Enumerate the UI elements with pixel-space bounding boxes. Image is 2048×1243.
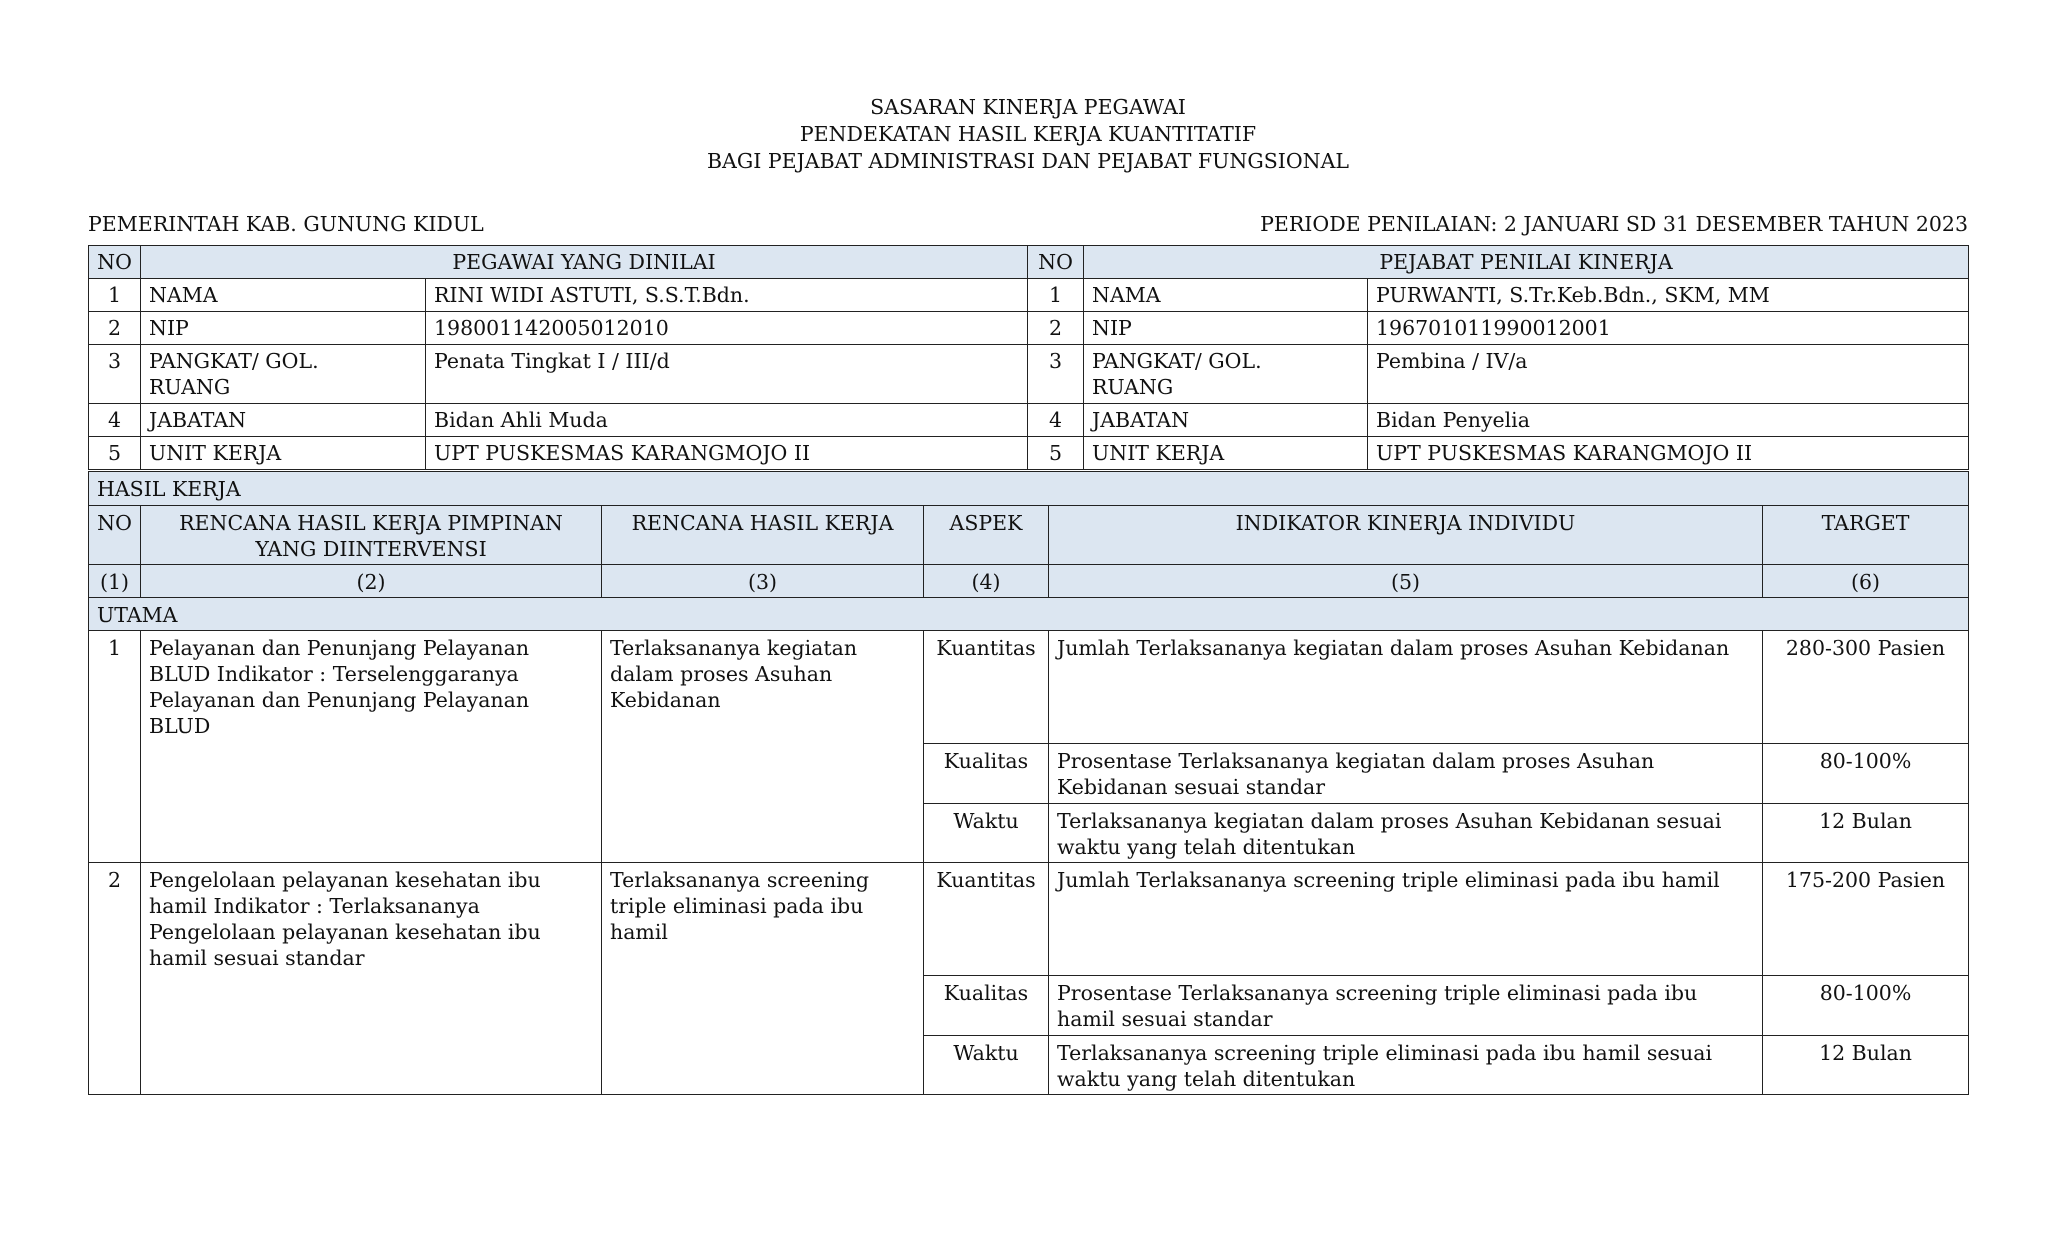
target-cell: 80-100% [1763, 976, 1969, 1036]
document-title [88, 94, 1968, 175]
penilai-value: Bidan Penyelia [1368, 404, 1969, 437]
penilai-value: PURWANTI, S.Tr.Keb.Bdn., SKM, MM [1368, 279, 1969, 312]
instansi-label: PEMERINTAH KAB. GUNUNG KIDUL [88, 212, 484, 236]
column-number-row [89, 565, 1969, 598]
target-cell: 280-300 Pasien [1763, 631, 1969, 744]
header-info-row [88, 212, 1968, 238]
table-row [89, 631, 1969, 744]
indikator-cell: Prosentase Terlaksananya kegiatan dalam proses Asuhan Kebidanan sesuai standar [1049, 744, 1763, 804]
pegawai-value: Bidan Ahli Muda [426, 404, 1028, 437]
col-number: (1) [89, 565, 141, 598]
aspek-cell: Kuantitas [924, 631, 1049, 744]
aspek-cell: Kuantitas [924, 863, 1049, 976]
aspek-cell: Waktu [924, 1036, 1049, 1095]
rhk-cell: Terlaksananya kegiatan dalam proses Asuhan Kebidanan [602, 631, 924, 863]
hasil-kerja-label: HASIL KERJA [89, 472, 1969, 506]
col-number: (2) [141, 565, 602, 598]
rhk-cell: Terlaksananya screening triple eliminasi pada ibu hamil [602, 863, 924, 1095]
target-cell: 175-200 Pasien [1763, 863, 1969, 976]
field-label: NIP [141, 312, 426, 345]
aspek-cell: Kualitas [924, 744, 1049, 804]
row-number: 5 [89, 437, 141, 470]
col-header-iki: INDIKATOR KINERJA INDIVIDU [1049, 506, 1763, 565]
field-label: JABATAN [141, 404, 426, 437]
row-number: 1 [89, 279, 141, 312]
field-label: UNIT KERJA [141, 437, 426, 470]
row-number: 1 [1028, 279, 1084, 312]
row-number: 3 [1028, 345, 1084, 404]
identity-header-row [89, 246, 1969, 279]
field-label: UNIT KERJA [1084, 437, 1368, 470]
row-number: 5 [1028, 437, 1084, 470]
utama-group-row [89, 598, 1969, 631]
target-cell: 80-100% [1763, 744, 1969, 804]
utama-label: UTAMA [89, 598, 1969, 631]
row-number: 3 [89, 345, 141, 404]
aspek-cell: Waktu [924, 804, 1049, 863]
aspek-cell: Kualitas [924, 976, 1049, 1036]
field-label: PANGKAT/ GOL. RUANG [1084, 345, 1368, 404]
row-number: 4 [1028, 404, 1084, 437]
pegawai-value: RINI WIDI ASTUTI, S.S.T.Bdn. [426, 279, 1028, 312]
identity-no-header: NO [89, 246, 141, 279]
identity-no-header-2: NO [1028, 246, 1084, 279]
indikator-cell: Terlaksananya screening triple eliminasi pada ibu hamil sesuai waktu yang telah ditentukan [1049, 1036, 1763, 1095]
penilai-value: UPT PUSKESMAS KARANGMOJO II [1368, 437, 1969, 470]
title-line-1: SASARAN KINERJA PEGAWAI [870, 95, 1186, 119]
col-number: (3) [602, 565, 924, 598]
field-label: NAMA [141, 279, 426, 312]
hasil-kerja-section-row [89, 472, 1969, 506]
identity-row-nip [89, 312, 1969, 345]
col-number: (4) [924, 565, 1049, 598]
field-label: JABATAN [1084, 404, 1368, 437]
pegawai-value: UPT PUSKESMAS KARANGMOJO II [426, 437, 1028, 470]
title-line-2: PENDEKATAN HASIL KERJA KUANTITATIF [799, 122, 1257, 146]
table-row [89, 863, 1969, 976]
identity-row-unit-kerja [89, 437, 1969, 470]
rhk-pimpinan-cell: Pengelolaan pelayanan kesehatan ibu hamil Indikator : Terlaksananya Pengelolaan pelayanan kesehatan ibu hamil sesuai standar [141, 863, 602, 1095]
hasil-kerja-header-row [89, 506, 1969, 565]
col-header-rhk: RENCANA HASIL KERJA [602, 506, 924, 565]
indikator-cell: Prosentase Terlaksananya screening triple eliminasi pada ibu hamil sesuai standar [1049, 976, 1763, 1036]
penilai-value: 196701011990012001 [1368, 312, 1969, 345]
title-line-3: BAGI PEJABAT ADMINISTRASI DAN PEJABAT FUNGSIONAL [706, 149, 1350, 173]
col-header-target: TARGET [1763, 506, 1969, 565]
row-number: 2 [89, 312, 141, 345]
identity-table [88, 245, 1969, 470]
indikator-cell: Jumlah Terlaksananya screening triple eliminasi pada ibu hamil [1049, 863, 1763, 976]
indikator-cell: Jumlah Terlaksananya kegiatan dalam proses Asuhan Kebidanan [1049, 631, 1763, 744]
col-header-aspek: ASPEK [924, 506, 1049, 565]
field-label: PANGKAT/ GOL. RUANG [141, 345, 426, 404]
pegawai-value: 198001142005012010 [426, 312, 1028, 345]
pegawai-header: PEGAWAI YANG DINILAI [141, 246, 1028, 279]
field-label: NAMA [1084, 279, 1368, 312]
identity-row-nama [89, 279, 1969, 312]
item-number: 2 [89, 863, 141, 1095]
row-number: 2 [1028, 312, 1084, 345]
penilai-header: PEJABAT PENILAI KINERJA [1084, 246, 1969, 279]
col-number: (6) [1763, 565, 1969, 598]
target-cell: 12 Bulan [1763, 804, 1969, 863]
rhk-pimpinan-cell: Pelayanan dan Penunjang Pelayanan BLUD Indikator : Terselenggaranya Pelayanan dan Penunjang Pelayanan BLUD [141, 631, 602, 863]
penilai-value: Pembina / IV/a [1368, 345, 1969, 404]
row-number: 4 [89, 404, 141, 437]
col-header-no: NO [89, 506, 141, 565]
identity-row-pangkat [89, 345, 1969, 404]
field-label: NIP [1084, 312, 1368, 345]
item-number: 1 [89, 631, 141, 863]
col-number: (5) [1049, 565, 1763, 598]
target-cell: 12 Bulan [1763, 1036, 1969, 1095]
indikator-cell: Terlaksananya kegiatan dalam proses Asuhan Kebidanan sesuai waktu yang telah ditentukan [1049, 804, 1763, 863]
pegawai-value: Penata Tingkat I / III/d [426, 345, 1028, 404]
periode-label: PERIODE PENILAIAN: 2 JANUARI SD 31 DESEMBER TAHUN 2023 [1260, 212, 1968, 236]
hasil-kerja-table [88, 471, 1969, 1095]
identity-row-jabatan [89, 404, 1969, 437]
col-header-rhk-pimpinan: RENCANA HASIL KERJA PIMPINAN YANG DIINTERVENSI [141, 506, 602, 565]
